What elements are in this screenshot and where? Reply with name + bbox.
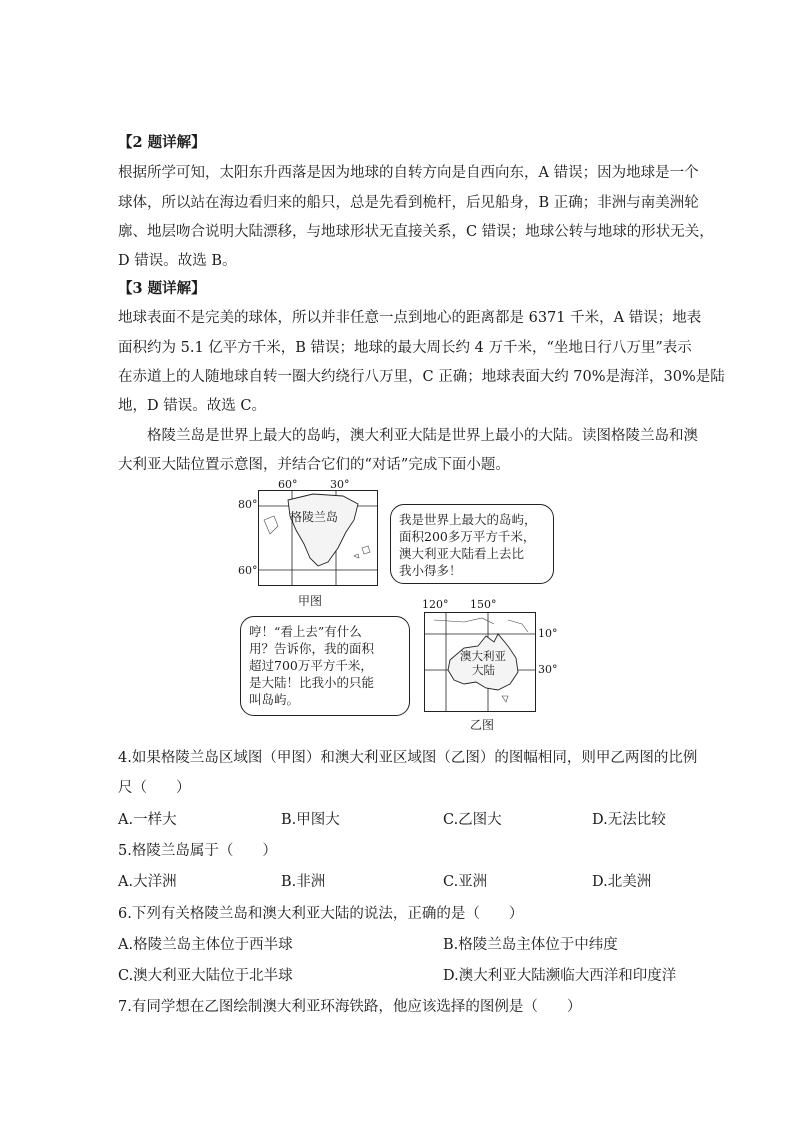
q5-option-c: C.亚洲 [443, 874, 488, 890]
map-a-lon-label: 60° [278, 478, 298, 491]
q2-line-2: 球体，所以站在海边看归来的船只，总是先看到桅杆，后见船身，B 正确；非洲与南美洲轮 [118, 195, 699, 211]
bubble-b-line: 叫岛屿。 [249, 692, 300, 707]
map-b-lat-label: 10° [538, 627, 558, 640]
greenland-speech-bubble [390, 504, 554, 584]
q5-option-d: D.北美洲 [592, 874, 652, 890]
map-b-caption: 乙图 [470, 718, 495, 732]
q6-option-a: A.格陵兰岛主体位于西半球 [118, 937, 293, 953]
q4-stem-line: 尺（ ） [118, 780, 191, 796]
australia-speech-bubble [240, 616, 410, 716]
q5-stem-line: 5.格陵兰岛属于（ ） [118, 843, 277, 859]
q4-option-c: C.乙图大 [443, 812, 502, 828]
q3-line-3: 在赤道上的人随地球自转一圈大约绕行八万里，C 正确；地球表面大约 70%是海洋，30%是陆 [118, 369, 725, 385]
q2-line-3: 廓、地层吻合说明大陆漂移，与地球形状无直接关系，C 错误；地球公转与地球的形状无关， [118, 224, 714, 240]
q3-line-4: 地，D 错误。故选 C。 [118, 398, 266, 414]
map-a-lon-label: 30° [330, 478, 350, 491]
q5-option-b: B.非洲 [281, 874, 326, 890]
greenland-map [258, 490, 378, 586]
map-b-place-line: 澳大利亚 [460, 649, 506, 663]
bubble-a-line: 澳大利亚大陆看上去比 [399, 546, 525, 561]
bubble-b-line: 是大陆！比我小的只能 [249, 675, 375, 690]
bubble-b-line: 用？告诉你，我的面积 [249, 641, 375, 656]
q6-option-d: D.澳大利亚大陆濒临大西洋和印度洋 [443, 968, 677, 984]
map-a-caption: 甲图 [298, 594, 323, 608]
q6-stem-line: 6.下列有关格陵兰岛和澳大利亚大陆的说法，正确的是（ ） [118, 906, 524, 922]
q3-line-1: 地球表面不是完美的球体，所以并非任意一点到地心的距离都是 6371 千米，A 错误；地表 [118, 310, 702, 326]
map-a-place: 格陵兰岛 [290, 510, 339, 524]
q6-option-b: B.格陵兰岛主体位于中纬度 [443, 937, 618, 953]
location-figure [238, 476, 558, 730]
q2-line-4: D 错误。故选 B。 [118, 253, 237, 269]
map-b-place-line: 大陆 [472, 663, 495, 677]
q3-line-2: 面积约为 5.1 亿平方千米，B 错误；地球的最大周长约 4 万千米，“坐地日行八万里”表示 [118, 340, 692, 356]
q4-option-d: D.无法比较 [592, 812, 666, 828]
map-b-lon-label: 150° [470, 598, 497, 611]
q3-heading: 【3 题详解】 [118, 280, 206, 297]
q2-heading: 【2 题详解】 [118, 134, 206, 151]
bubble-b-line: 哼！“看上去”有什么 [249, 624, 362, 639]
q6-option-c: C.澳大利亚大陆位于北半球 [118, 968, 293, 984]
q5-option-a: A.大洋洲 [118, 874, 177, 890]
q4-option-a: A.一样大 [118, 812, 177, 828]
bubble-a-line: 我小得多！ [399, 563, 462, 578]
q2-line-1: 根据所学可知，太阳东升西落是因为地球的自转方向是自西向东，A 错误；因为地球是一个 [118, 165, 699, 181]
bubble-a-line: 面积200多万平方千米， [399, 529, 536, 544]
q4-stem-line: 4.如果格陵兰岛区域图（甲图）和澳大利亚区域图（乙图）的图幅相同，则甲乙两图的比例 [118, 750, 698, 766]
bubble-a-line: 我是世界上最大的岛屿， [399, 512, 537, 527]
map-b-lon-label: 120° [422, 598, 449, 611]
map-b-lat-label: 30° [538, 663, 558, 676]
q4-option-b: B.甲图大 [281, 812, 340, 828]
q7-stem-line: 7.有同学想在乙图绘制澳大利亚环海铁路，他应该选择的图例是（ ） [118, 999, 582, 1015]
map-a-lat-label: 80° [238, 498, 258, 511]
map-a-lat-label: 60° [238, 564, 258, 577]
intro-line-2: 大利亚大陆位置示意图，并结合它们的“对话”完成下面小题。 [118, 457, 510, 473]
intro-line-1: 格陵兰岛是世界上最大的岛屿，澳大利亚大陆是世界上最小的大陆。读图格陵兰岛和澳 [147, 428, 698, 444]
bubble-b-line: 超过700万平方千米， [249, 658, 373, 673]
